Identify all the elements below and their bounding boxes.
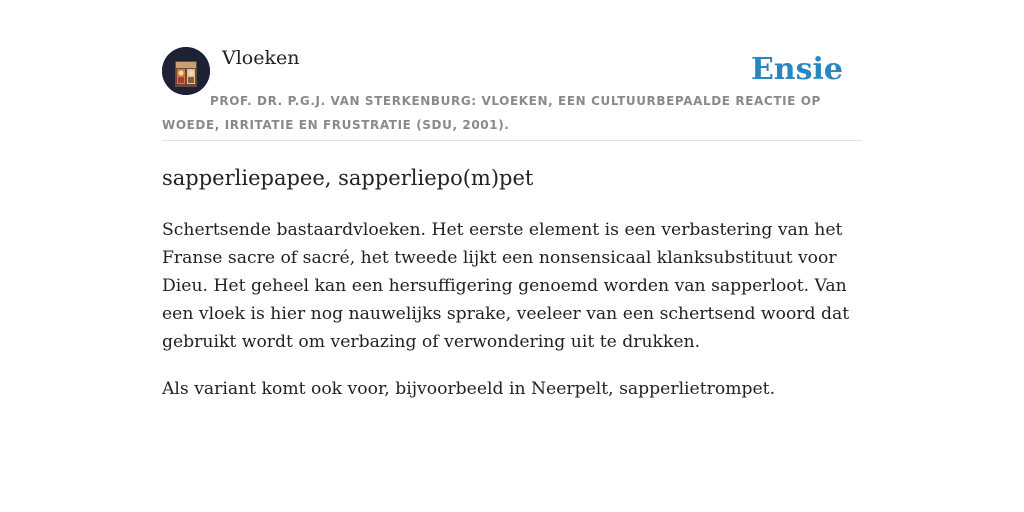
entry-body [162, 216, 852, 422]
ensie-logo[interactable]: Ensie [750, 52, 843, 87]
dictionary-source: PROF. DR. P.G.J. VAN STERKENBURG: VLOEKEN, EEN CULTUURBEPAALDE REACTIE OP WOEDE, IRRITATIE EN FRUSTRATIE (SDU, 2001). [162, 94, 821, 132]
entry-headword: sapperliepapee, sapperliepo(m)pet [162, 166, 534, 190]
dictionary-title[interactable]: Vloeken [222, 47, 300, 69]
entry-paragraph: Schertsende bastaardvloeken. Het eerste element is een verbastering van het Franse sacre of sacré, het tweede lijkt een nonsensicaal klanksubstituut voor Dieu. Het geheel kan een hersuffigering genoemd worden van sapperloot. Van een vloek is hier nog nauwelijks sprake, veeleer van een schertsend woord dat gebruikt wordt om verbazing of verwondering uit te drukken. [162, 220, 850, 352]
dictionary-avatar[interactable] [162, 47, 210, 95]
book-cover-icon [162, 47, 210, 95]
entry-header [162, 46, 862, 141]
entry-paragraph: Als variant komt ook voor, bijvoorbeeld in Neerpelt, sapperlietrompet. [162, 379, 776, 399]
